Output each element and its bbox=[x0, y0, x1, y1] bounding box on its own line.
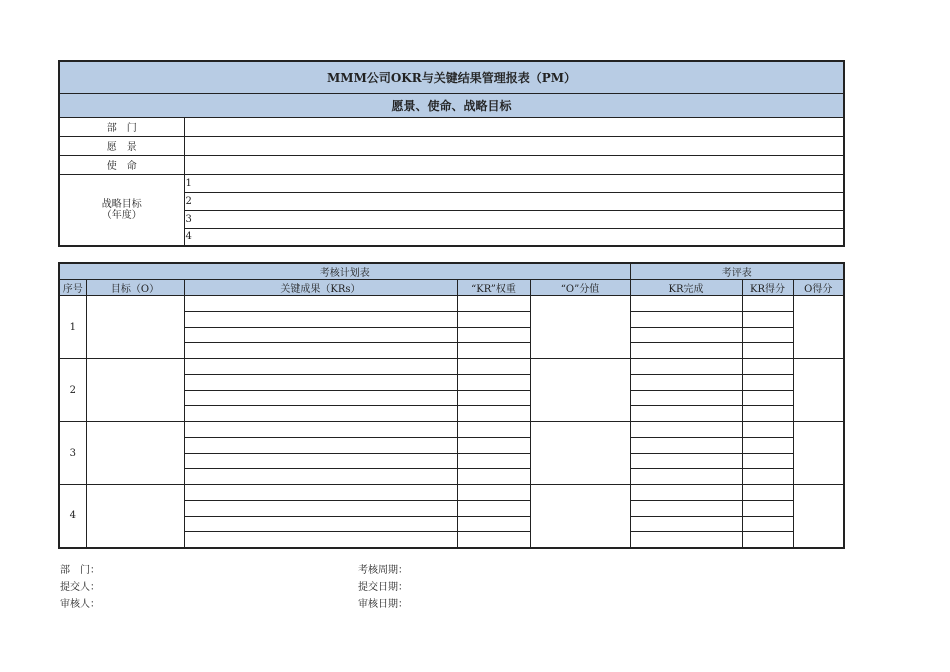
kr-weight-cell[interactable] bbox=[457, 406, 530, 422]
kr-weight-cell[interactable] bbox=[457, 453, 530, 469]
kr-cell[interactable] bbox=[184, 359, 457, 375]
o-score-value-cell[interactable] bbox=[530, 422, 630, 485]
footer-department: 部 门： bbox=[60, 565, 100, 576]
strategy-item-2[interactable]: 2 bbox=[184, 192, 844, 210]
o-score-value-cell[interactable] bbox=[530, 296, 630, 359]
kr-cell[interactable] bbox=[184, 469, 457, 485]
strategy-item-4[interactable]: 4 bbox=[184, 228, 844, 246]
report-title: MMM公司OKR与关键结果管理报表（PM） bbox=[59, 61, 844, 93]
col-objective: 目标（O） bbox=[86, 280, 184, 296]
o-score-cell[interactable] bbox=[793, 359, 844, 422]
department-field[interactable] bbox=[184, 117, 844, 136]
vision-mission-table bbox=[58, 60, 845, 247]
kr-score-cell[interactable] bbox=[742, 437, 793, 453]
kr-cell[interactable] bbox=[184, 374, 457, 390]
strategy-item-3[interactable]: 3 bbox=[184, 210, 844, 228]
kr-done-cell[interactable] bbox=[630, 516, 742, 532]
col-kr-score: KR得分 bbox=[742, 280, 793, 296]
kr-weight-cell[interactable] bbox=[457, 390, 530, 406]
kr-cell[interactable] bbox=[184, 296, 457, 312]
kr-done-cell[interactable] bbox=[630, 453, 742, 469]
footer-submitter: 提交人： bbox=[60, 582, 100, 593]
kr-weight-cell[interactable] bbox=[457, 437, 530, 453]
kr-cell[interactable] bbox=[184, 343, 457, 359]
group-seq: 1 bbox=[59, 296, 86, 359]
kr-weight-cell[interactable] bbox=[457, 296, 530, 312]
kr-score-cell[interactable] bbox=[742, 516, 793, 532]
kr-done-cell[interactable] bbox=[630, 532, 742, 548]
kr-score-cell[interactable] bbox=[742, 422, 793, 438]
kr-done-cell[interactable] bbox=[630, 406, 742, 422]
kr-row bbox=[59, 422, 844, 438]
kr-weight-cell[interactable] bbox=[457, 469, 530, 485]
kr-score-cell[interactable] bbox=[742, 453, 793, 469]
kr-cell[interactable] bbox=[184, 406, 457, 422]
kr-done-cell[interactable] bbox=[630, 343, 742, 359]
kr-done-cell[interactable] bbox=[630, 374, 742, 390]
kr-weight-cell[interactable] bbox=[457, 311, 530, 327]
footer-review-date: 审核日期： bbox=[358, 599, 408, 610]
review-header: 考评表 bbox=[630, 263, 844, 280]
objective-cell[interactable] bbox=[86, 296, 184, 359]
kr-score-cell[interactable] bbox=[742, 374, 793, 390]
kr-cell[interactable] bbox=[184, 437, 457, 453]
department-label: 部 门 bbox=[59, 117, 184, 136]
kr-done-cell[interactable] bbox=[630, 469, 742, 485]
kr-weight-cell[interactable] bbox=[457, 343, 530, 359]
group-seq: 4 bbox=[59, 485, 86, 548]
col-kr-weight: “KR”权重 bbox=[457, 280, 530, 296]
kr-done-cell[interactable] bbox=[630, 311, 742, 327]
strategy-label: 战略目标 （年度） bbox=[59, 174, 184, 246]
vision-label: 愿 景 bbox=[59, 136, 184, 155]
kr-cell[interactable] bbox=[184, 485, 457, 501]
kr-done-cell[interactable] bbox=[630, 422, 742, 438]
kr-weight-cell[interactable] bbox=[457, 359, 530, 375]
kr-score-cell[interactable] bbox=[742, 327, 793, 343]
kr-done-cell[interactable] bbox=[630, 485, 742, 501]
col-krs: 关键成果（KRs） bbox=[184, 280, 457, 296]
kr-done-cell[interactable] bbox=[630, 296, 742, 312]
kr-done-cell[interactable] bbox=[630, 437, 742, 453]
col-seq: 序号 bbox=[59, 280, 86, 296]
kr-done-cell[interactable] bbox=[630, 390, 742, 406]
kr-cell[interactable] bbox=[184, 327, 457, 343]
kr-weight-cell[interactable] bbox=[457, 532, 530, 548]
kr-score-cell[interactable] bbox=[742, 485, 793, 501]
col-o-score: O得分 bbox=[793, 280, 844, 296]
kr-weight-cell[interactable] bbox=[457, 422, 530, 438]
group-seq: 2 bbox=[59, 359, 86, 422]
kr-row bbox=[59, 296, 844, 312]
o-score-value-cell[interactable] bbox=[530, 485, 630, 548]
kr-score-cell[interactable] bbox=[742, 469, 793, 485]
kr-done-cell[interactable] bbox=[630, 500, 742, 516]
kr-done-cell[interactable] bbox=[630, 359, 742, 375]
kr-score-cell[interactable] bbox=[742, 390, 793, 406]
kr-score-cell[interactable] bbox=[742, 500, 793, 516]
strategy-item-1[interactable]: 1 bbox=[184, 174, 844, 192]
o-score-cell[interactable] bbox=[793, 296, 844, 359]
footer-period: 考核周期： bbox=[358, 565, 408, 576]
kr-cell[interactable] bbox=[184, 500, 457, 516]
kr-cell[interactable] bbox=[184, 422, 457, 438]
o-score-value-cell[interactable] bbox=[530, 359, 630, 422]
kr-cell[interactable] bbox=[184, 516, 457, 532]
kr-weight-cell[interactable] bbox=[457, 327, 530, 343]
o-score-cell[interactable] bbox=[793, 422, 844, 485]
kr-cell[interactable] bbox=[184, 390, 457, 406]
footer-reviewer: 审核人： bbox=[60, 599, 100, 610]
kr-cell[interactable] bbox=[184, 532, 457, 548]
kr-cell[interactable] bbox=[184, 311, 457, 327]
o-score-cell[interactable] bbox=[793, 485, 844, 548]
vision-field[interactable] bbox=[184, 136, 844, 155]
kr-score-cell[interactable] bbox=[742, 532, 793, 548]
kr-row bbox=[59, 485, 844, 501]
objective-cell[interactable] bbox=[86, 359, 184, 422]
section-title: 愿景、使命、战略目标 bbox=[59, 93, 844, 117]
col-kr-done: KR完成 bbox=[630, 280, 742, 296]
kr-weight-cell[interactable] bbox=[457, 516, 530, 532]
mission-label: 使 命 bbox=[59, 155, 184, 174]
mission-field[interactable] bbox=[184, 155, 844, 174]
objective-cell[interactable] bbox=[86, 485, 184, 548]
kr-weight-cell[interactable] bbox=[457, 485, 530, 501]
kr-done-cell[interactable] bbox=[630, 327, 742, 343]
kr-score-cell[interactable] bbox=[742, 311, 793, 327]
objective-cell[interactable] bbox=[86, 422, 184, 485]
kr-score-cell[interactable] bbox=[742, 296, 793, 312]
kr-cell[interactable] bbox=[184, 453, 457, 469]
kr-weight-cell[interactable] bbox=[457, 374, 530, 390]
kr-row bbox=[59, 359, 844, 375]
plan-header: 考核计划表 bbox=[59, 263, 630, 280]
okr-plan-table bbox=[58, 262, 845, 549]
kr-score-cell[interactable] bbox=[742, 343, 793, 359]
kr-score-cell[interactable] bbox=[742, 406, 793, 422]
col-o-score-value: “O”分值 bbox=[530, 280, 630, 296]
group-seq: 3 bbox=[59, 422, 86, 485]
kr-score-cell[interactable] bbox=[742, 359, 793, 375]
kr-weight-cell[interactable] bbox=[457, 500, 530, 516]
footer-submit-date: 提交日期： bbox=[358, 582, 408, 593]
